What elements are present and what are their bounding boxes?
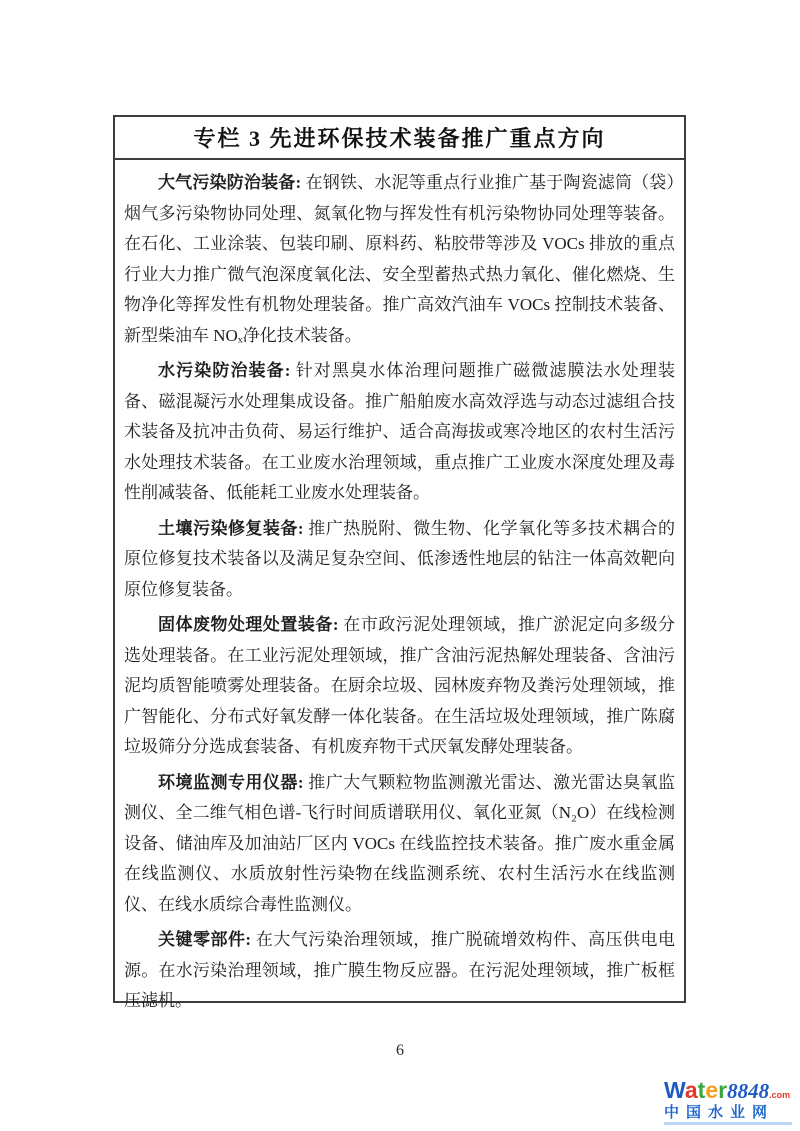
paragraph-solid-waste-equipment	[124, 610, 675, 763]
paragraph-text: 推广热脱附、微生物、化学氧化等多技术耦合的原位修复技术装备以及满足复杂空间、低渗透性地层的钻注一体高效靶向原位修复装备。	[124, 518, 676, 599]
box-body	[115, 160, 684, 1017]
paragraph-lead: 大气污染防治装备:	[158, 173, 302, 192]
paragraph-soil-remediation-equipment	[124, 514, 675, 606]
paragraph-air-pollution-equipment	[124, 168, 675, 351]
paragraph-text: 在钢铁、水泥等重点行业推广基于陶瓷滤筒（袋）烟气多污染物协同处理、氮氧化物与挥发性有机污染物协同处理等装备。在石化、工业涂装、包装印刷、原料药、粘胶带等涉及 VOCs 排放的重点行业大力推广微气泡深度氧化法、安全型蓄热式热力氧化、催化燃烧、生物净化等挥发性有机物处理装备。推广高效汽油车 VOCs 控制技术装备、新型柴油车 NOₓ净化技术装备。	[124, 173, 675, 345]
paragraph-lead: 关键零部件:	[158, 930, 252, 949]
logo-letter: r	[718, 1077, 728, 1103]
paragraph-text: 在市政污泥处理领域，推广淤泥定向多级分选处理装备。在工业污泥处理领域，推广含油污泥热解处理装备、含油污泥均质智能喷雾处理装备。在厨余垃圾、园林废弃物及粪污处理领域，推广智能化、分布式好氧发酵一体化装备。在生活垃圾处理领域，推广陈腐垃圾筛分分选成套装备、有机废弃物干式厌氧发酵处理装备。	[124, 615, 676, 756]
callout-box	[113, 115, 686, 1010]
logo-letter: a	[684, 1077, 698, 1103]
paragraph-water-pollution-equipment	[124, 356, 675, 509]
paragraph-lead: 水污染防治装备:	[158, 361, 291, 380]
water8848-logo	[664, 1079, 796, 1125]
box-title: 专栏 3 先进环保技术装备推广重点方向	[115, 117, 684, 160]
logo-number: 8848	[727, 1079, 770, 1103]
water8848-wordmark	[664, 1079, 796, 1102]
logo-underline	[664, 1122, 792, 1125]
paragraph-text: 在大气污染治理领域，推广脱硫增效构件、高压供电电源。在水污染治理领域，推广膜生物反应器。在污泥处理领域，推广板框压滤机。	[124, 930, 676, 1010]
paragraph-text: 推广大气颗粒物监测激光雷达、激光雷达臭氧监测仪、全二维气相色谱-飞行时间质谱联用仪、氧化亚氮（N₂O）在线检测设备、储油库及加油站厂区内 VOCs 在线监控技术装备。推广废水重金属在线监测仪、水质放射性污染物在线监测系统、农村生活污水在线监测仪、在线水质综合毒性监测仪。	[124, 772, 676, 914]
paragraph-key-components	[124, 925, 675, 1017]
paragraph-text: 针对黑臭水体治理问题推广磁微滤膜法水处理装备、磁混凝污水处理集成设备。推广船舶废水高效浮选与动态过滤组合技术装备及抗冲击负荷、易运行维护、适合高海拔或寒冷地区的农村生活污水处理技术装备。在工业废水治理领域，重点推广工业废水深度处理及毒性削减装备、低能耗工业废水处理装备。	[124, 361, 676, 502]
paragraph-lead: 环境监测专用仪器:	[158, 772, 304, 792]
logo-letter: e	[705, 1077, 719, 1103]
logo-tld: .com	[769, 1090, 791, 1100]
paragraph-monitoring-instruments	[124, 768, 675, 921]
page-number: 6	[396, 1042, 404, 1059]
logo-subtitle: 中国水业网	[664, 1104, 775, 1121]
paragraph-lead: 土壤污染修复装备:	[158, 518, 304, 538]
logo-letter: t	[697, 1077, 706, 1103]
paragraph-lead: 固体废物处理处置装备:	[158, 615, 339, 634]
logo-letter: W	[664, 1077, 685, 1103]
